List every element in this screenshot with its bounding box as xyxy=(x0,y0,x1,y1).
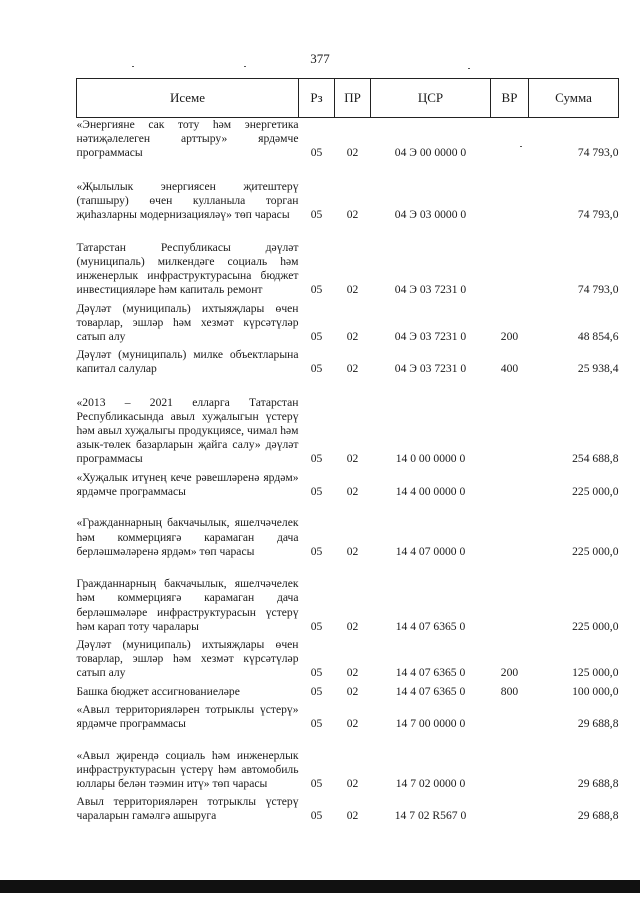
cell-rz: 05 xyxy=(310,330,323,344)
cell-rz: 05 xyxy=(310,283,323,297)
table-row xyxy=(77,503,619,563)
scan-speck xyxy=(132,66,134,67)
cell-name: «Авыл территорияләрен тотрыклы үстерү» ярдәмче программасы xyxy=(76,702,299,731)
cell-sum: 125 000,0 xyxy=(572,666,619,680)
cell-name: Гражданнарның бакчачылык, яшелчәчелек һәм коммерциягә карамаган дача берләшмәләре инфраструктурасын үстерү һәм карап тоту чаралары xyxy=(76,577,299,633)
scan-speck xyxy=(244,66,246,67)
cell-pr: 02 xyxy=(346,208,359,222)
budget-table xyxy=(76,78,619,828)
cell-vr xyxy=(491,118,529,165)
cell-rz: 05 xyxy=(310,208,323,222)
cell-name: «Энергияне сак тоту һәм энергетика нәтиҗәлелеген арттыру» ярдәмче программасы xyxy=(76,118,299,160)
cell-csr: 14 0 00 0000 0 xyxy=(395,452,466,466)
cell-csr: 04 Э 03 7231 0 xyxy=(394,362,467,376)
cell-csr: 14 4 07 6365 0 xyxy=(395,684,466,698)
cell-pr: 02 xyxy=(346,362,359,376)
table-row xyxy=(77,685,619,703)
cell-vr: 400 xyxy=(500,362,519,376)
cell-name: Дәүләт (муниципаль) ихтыяҗлары өчен товарлар, эшләр һәм хезмәт күрсәтүләр сатып алу xyxy=(76,638,299,680)
table-row xyxy=(77,735,619,795)
cell-vr xyxy=(491,503,529,563)
cell-pr: 02 xyxy=(346,777,359,791)
cell-csr: 04 Э 03 0000 0 xyxy=(394,208,467,222)
cell-pr: 02 xyxy=(346,283,359,297)
table-row xyxy=(77,563,619,638)
cell-sum: 25 938,4 xyxy=(577,362,619,376)
cell-csr: 04 Э 03 7231 0 xyxy=(394,330,467,344)
cell-rz: 05 xyxy=(310,362,323,376)
header-sum: Сумма xyxy=(529,79,619,118)
cell-sum: 29 688,8 xyxy=(577,717,619,731)
header-vr: ВР xyxy=(491,79,529,118)
table-row xyxy=(77,638,619,685)
cell-pr: 02 xyxy=(346,717,359,731)
cell-sum: 225 000,0 xyxy=(572,544,619,558)
cell-rz: 05 xyxy=(310,777,323,791)
cell-vr xyxy=(491,227,529,302)
cell-name: «Гражданнарның бакчачылык, яшелчәчелек һәм коммерциягә карамаган дача берләшмәләренә ярдәм» төп чарасы xyxy=(76,516,299,558)
cell-csr: 04 Э 00 0000 0 xyxy=(394,146,467,160)
cell-vr: 200 xyxy=(500,330,519,344)
table-row xyxy=(77,118,619,165)
cell-sum: 100 000,0 xyxy=(572,684,619,698)
cell-vr: 800 xyxy=(500,684,519,698)
cell-csr: 04 Э 03 7231 0 xyxy=(394,283,467,297)
cell-sum: 74 793,0 xyxy=(577,283,619,297)
cell-pr: 02 xyxy=(346,330,359,344)
cell-name: «Хуҗалык итүнең кече рәвешләренә ярдәм» ярдәмче программасы xyxy=(76,470,299,498)
cell-name: Башка бюджет ассигнованиеләре xyxy=(76,684,240,698)
cell-rz: 05 xyxy=(310,146,323,160)
cell-vr xyxy=(491,381,529,471)
cell-csr: 14 7 02 R567 0 xyxy=(394,809,467,823)
cell-name: «Авыл җирендә социаль һәм инженерлык инфраструктурасын үстерү һәм автомобиль юллары белән тәэмин итү» төп чарасы xyxy=(76,748,299,791)
cell-pr: 02 xyxy=(346,809,359,823)
table-row xyxy=(77,227,619,302)
cell-vr xyxy=(491,471,529,503)
table-row xyxy=(77,302,619,349)
cell-csr: 14 4 07 0000 0 xyxy=(395,544,466,558)
cell-rz: 05 xyxy=(310,619,323,633)
cell-sum: 74 793,0 xyxy=(577,146,619,160)
header-pr: ПР xyxy=(335,79,371,118)
cell-sum: 254 688,8 xyxy=(572,452,619,466)
cell-vr xyxy=(491,563,529,638)
table-row xyxy=(77,703,619,735)
scan-speck xyxy=(520,146,522,147)
cell-rz: 05 xyxy=(310,809,323,823)
cell-rz: 05 xyxy=(310,717,323,731)
table-header-row xyxy=(77,79,619,118)
table-row xyxy=(77,471,619,503)
cell-vr xyxy=(491,165,529,227)
cell-sum: 29 688,8 xyxy=(577,809,619,823)
header-csr: ЦСР xyxy=(371,79,491,118)
cell-pr: 02 xyxy=(346,684,359,698)
cell-sum: 48 854,6 xyxy=(577,330,619,344)
cell-vr xyxy=(491,735,529,795)
cell-name: «Җылылык энергиясен җитештерү (тапшыру) өчен кулланыла торган җиһазларны модернизацияләү» төп чарасы xyxy=(76,180,299,222)
cell-pr: 02 xyxy=(346,484,359,498)
cell-name: Дәүләт (муниципаль) ихтыяҗлары өчен товарлар, эшләр һәм хезмәт күрсәтүләр сатып алу xyxy=(76,301,299,344)
table-row xyxy=(77,165,619,227)
cell-name: Авыл территорияләрен тотрыклы үстерү чараларын гамәлгә ашыруга xyxy=(76,795,299,823)
cell-rz: 05 xyxy=(310,684,323,698)
table-row xyxy=(77,381,619,471)
cell-csr: 14 7 00 0000 0 xyxy=(395,717,466,731)
cell-vr xyxy=(491,703,529,735)
cell-pr: 02 xyxy=(346,452,359,466)
cell-csr: 14 4 00 0000 0 xyxy=(395,484,466,498)
cell-name: Татарстан Республикасы дәүләт (муниципаль) милкендәге социаль һәм инженерлык инфраструктурасына бюджет инвестицияләре һәм капиталь ремонт xyxy=(76,240,299,297)
cell-pr: 02 xyxy=(346,619,359,633)
cell-pr: 02 xyxy=(346,666,359,680)
cell-name: «2013 – 2021 елларга Татарстан Республикасында авыл хуҗалыгын үстерү һәм авыл хуҗалыгы продукциясе, чимал һәм азык-төлек базарларын җайга салу» дәүләт программасы xyxy=(76,395,299,466)
cell-sum: 225 000,0 xyxy=(572,484,619,498)
cell-pr: 02 xyxy=(346,146,359,160)
table-row xyxy=(77,795,619,827)
table-row xyxy=(77,348,619,380)
cell-rz: 05 xyxy=(310,484,323,498)
header-rz: Рз xyxy=(299,79,335,118)
cell-csr: 14 4 07 6365 0 xyxy=(395,666,466,680)
cell-vr xyxy=(491,795,529,827)
cell-rz: 05 xyxy=(310,666,323,680)
cell-pr: 02 xyxy=(346,544,359,558)
cell-csr: 14 7 02 0000 0 xyxy=(395,777,466,791)
scan-speck xyxy=(468,68,470,69)
cell-vr: 200 xyxy=(500,666,519,680)
page-number: 377 xyxy=(310,51,330,66)
cell-csr: 14 4 07 6365 0 xyxy=(395,619,466,633)
header-name: Исеме xyxy=(77,79,299,118)
cell-sum: 29 688,8 xyxy=(577,777,619,791)
cell-rz: 05 xyxy=(310,544,323,558)
scan-bottom-edge xyxy=(0,880,640,893)
cell-sum: 74 793,0 xyxy=(577,208,619,222)
cell-name: Дәүләт (муниципаль) милке объектларына капитал салулар xyxy=(76,348,299,376)
cell-rz: 05 xyxy=(310,452,323,466)
cell-sum: 225 000,0 xyxy=(572,619,619,633)
